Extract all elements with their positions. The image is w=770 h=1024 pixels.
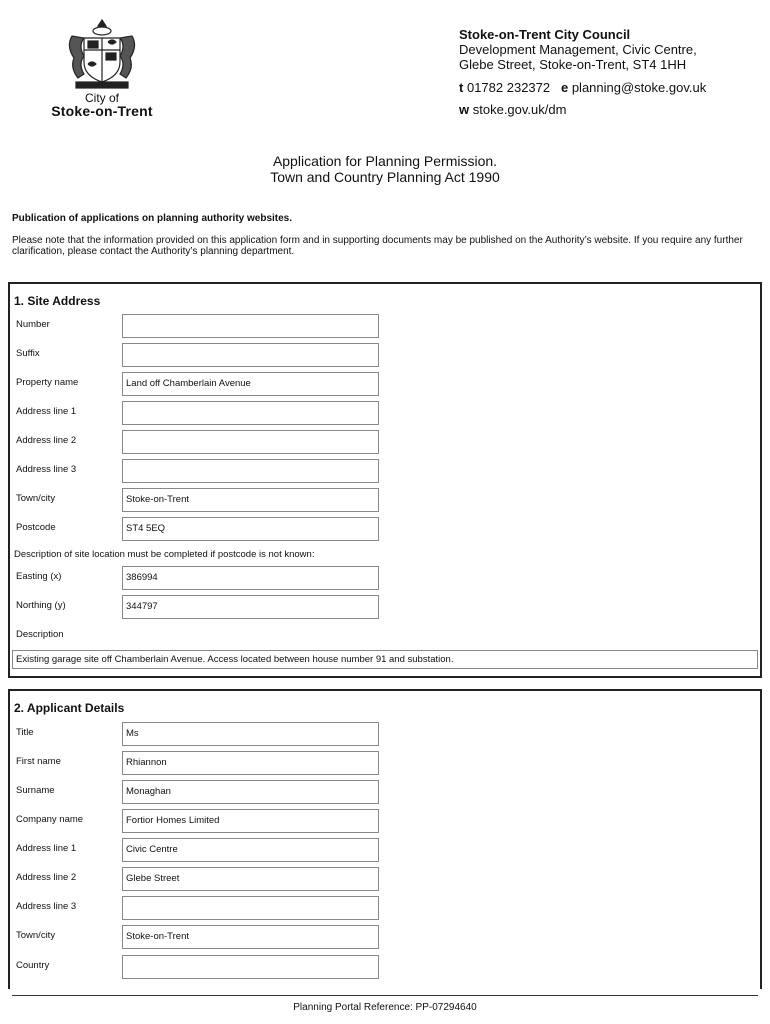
- council-contact-block: [459, 27, 706, 117]
- document-title: [0, 153, 770, 185]
- site-town-row: [10, 488, 760, 512]
- site-suffix-label: Suffix: [16, 348, 40, 359]
- council-name: Stoke-on-Trent City Council: [459, 27, 631, 42]
- applicant-address-line-3-field[interactable]: [122, 896, 379, 920]
- applicant-address-line-3-label: Address line 3: [16, 901, 77, 912]
- applicant-address-line-2-row: [10, 867, 760, 891]
- site-postcode-row: [10, 517, 760, 541]
- site-property-name-field[interactable]: Land off Chamberlain Avenue: [122, 372, 379, 396]
- council-web-line: [459, 102, 706, 117]
- council-email[interactable]: planning@stoke.gov.uk: [571, 80, 707, 95]
- site-town-field[interactable]: Stoke-on-Trent: [122, 488, 379, 512]
- site-address-line-2-row: [10, 430, 760, 454]
- site-address-line-1-row: [10, 401, 760, 425]
- applicant-surname-field[interactable]: Monaghan: [122, 780, 379, 804]
- council-contact-line: [459, 80, 706, 95]
- applicant-company-label: Company name: [16, 814, 84, 825]
- applicant-address-line-1-label: Address line 1: [16, 843, 77, 854]
- site-address-line-2-label: Address line 2: [16, 435, 77, 446]
- applicant-surname-label: Surname: [16, 785, 55, 796]
- applicant-title-label: Title: [16, 727, 34, 738]
- council-website[interactable]: stoke.gov.uk/dm: [472, 102, 567, 117]
- site-address-line-2-field[interactable]: [122, 430, 379, 454]
- site-number-field[interactable]: [122, 314, 379, 338]
- site-suffix-row: [10, 343, 760, 367]
- site-easting-label: Easting (x): [16, 571, 62, 582]
- applicant-address-line-2-field[interactable]: Glebe Street: [122, 867, 379, 891]
- applicant-first-name-row: [10, 751, 760, 775]
- applicant-town-label: Town/city: [16, 930, 56, 941]
- email-prefix: e: [560, 80, 569, 95]
- publication-notice: Please note that the information provided on this application form and in supporting documents may be published on the Authority’s website. If you require any further clarification, please contact the Authority’s planning department.: [12, 235, 743, 257]
- applicant-company-row: [10, 809, 760, 833]
- document-title-line-1: Application for Planning Permission.: [272, 153, 498, 169]
- phone-prefix: t: [459, 80, 464, 95]
- applicant-company-field[interactable]: Fortior Homes Limited: [122, 809, 379, 833]
- site-address-line-1-label: Address line 1: [16, 406, 77, 417]
- applicant-town-field[interactable]: Stoke-on-Trent: [122, 925, 379, 949]
- site-number-row: [10, 314, 760, 338]
- council-logo: [36, 18, 168, 119]
- logo-city-text: City of: [84, 91, 119, 105]
- site-northing-field[interactable]: 344797: [122, 595, 379, 619]
- site-description-field[interactable]: Existing garage site off Chamberlain Avenue. Access located between house number 91 and substation.: [12, 650, 758, 669]
- footer-divider: [12, 995, 758, 996]
- applicant-surname-row: [10, 780, 760, 804]
- site-address-title: 1. Site Address: [14, 294, 101, 308]
- applicant-first-name-label: First name: [16, 756, 61, 767]
- site-number-label: Number: [16, 319, 50, 330]
- applicant-address-line-2-label: Address line 2: [16, 872, 77, 883]
- applicant-country-row: [10, 955, 760, 979]
- applicant-country-label: Country: [16, 960, 50, 971]
- site-address-line-1-field[interactable]: [122, 401, 379, 425]
- applicant-details-title: 2. Applicant Details: [14, 701, 125, 715]
- applicant-town-row: [10, 925, 760, 949]
- council-address-line-2: Glebe Street, Stoke-on-Trent, ST4 1HH: [459, 57, 687, 72]
- council-address-line-1: Development Management, Civic Centre,: [459, 42, 697, 57]
- council-phone: 01782 232372: [466, 80, 551, 95]
- planning-portal-reference: Planning Portal Reference: PP-07294640: [293, 1002, 477, 1013]
- site-address-line-3-field[interactable]: [122, 459, 379, 483]
- coat-of-arms-icon: [62, 18, 142, 92]
- site-property-name-label: Property name: [16, 377, 79, 388]
- site-postcode-label: Postcode: [16, 522, 56, 533]
- site-location-note: Description of site location must be completed if postcode is not known:: [14, 549, 315, 560]
- site-address-line-3-label: Address line 3: [16, 464, 77, 475]
- site-northing-label: Northing (y): [16, 600, 66, 611]
- logo-name-text: Stoke-on-Trent: [51, 103, 153, 119]
- applicant-address-line-1-row: [10, 838, 760, 862]
- applicant-country-field[interactable]: [122, 955, 379, 979]
- site-address-section: [8, 282, 762, 678]
- applicant-title-field[interactable]: Ms: [122, 722, 379, 746]
- site-northing-row: [10, 595, 760, 619]
- site-easting-row: [10, 566, 760, 590]
- site-description-label: Description: [16, 629, 64, 640]
- applicant-details-section: [8, 689, 762, 989]
- applicant-first-name-field[interactable]: Rhiannon: [122, 751, 379, 775]
- document-title-line-2: Town and Country Planning Act 1990: [270, 169, 500, 185]
- applicant-address-line-3-row: [10, 896, 760, 920]
- site-suffix-field[interactable]: [122, 343, 379, 367]
- site-property-name-row: [10, 372, 760, 396]
- site-postcode-field[interactable]: ST4 5EQ: [122, 517, 379, 541]
- publication-heading: Publication of applications on planning authority websites.: [12, 213, 293, 224]
- site-easting-field[interactable]: 386994: [122, 566, 379, 590]
- site-town-label: Town/city: [16, 493, 56, 504]
- applicant-title-row: [10, 722, 760, 746]
- site-address-line-3-row: [10, 459, 760, 483]
- applicant-address-line-1-field[interactable]: Civic Centre: [122, 838, 379, 862]
- web-prefix: w: [459, 102, 470, 117]
